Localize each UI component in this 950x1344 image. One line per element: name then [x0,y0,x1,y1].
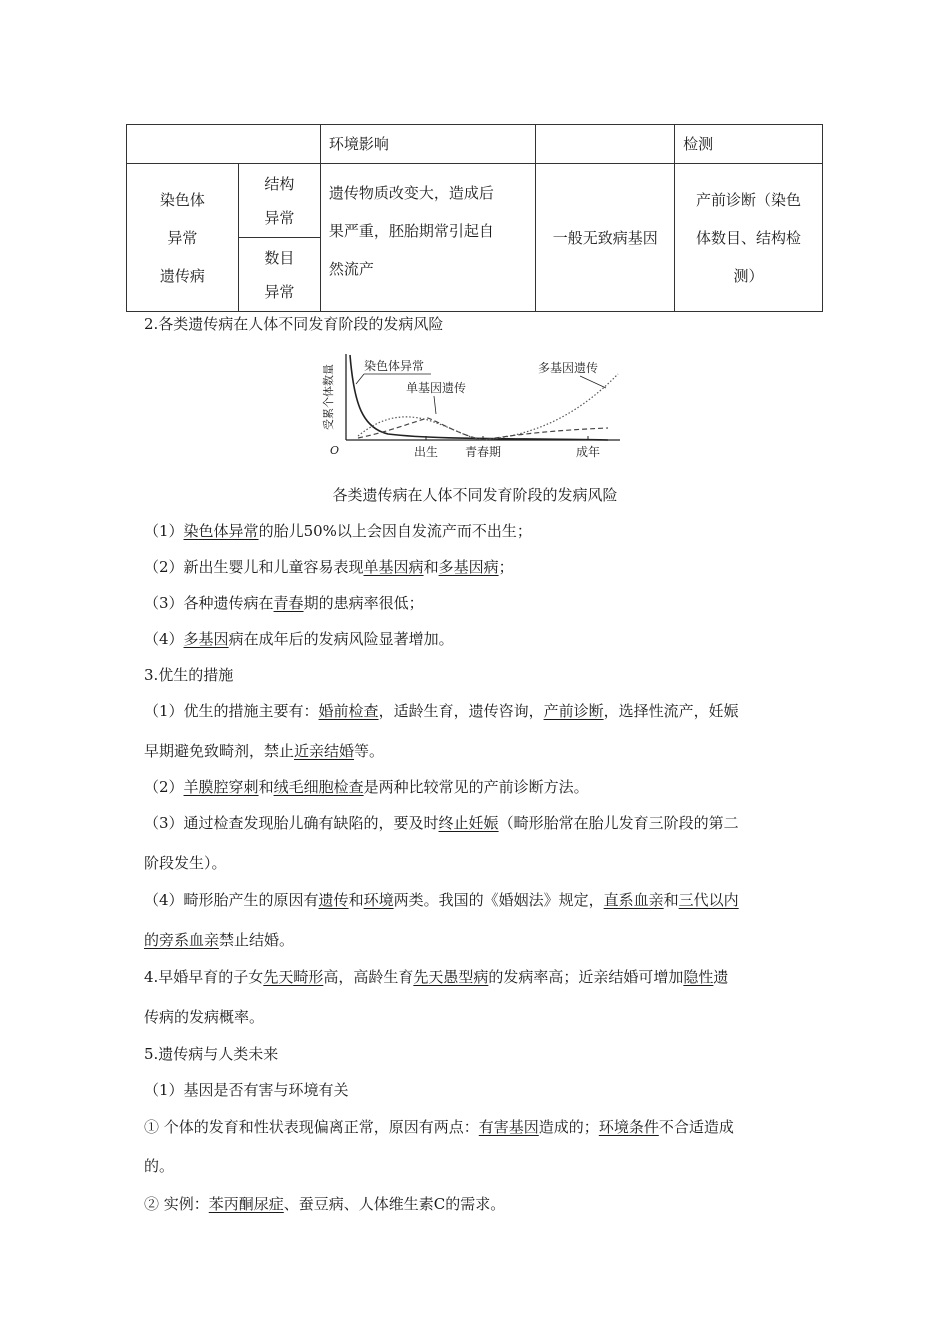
text: 禁止结婚。 [219,931,295,949]
subtype-cell [238,238,320,312]
answer-blank: 多基因病 [438,558,499,576]
detect-line: 产前诊断（染色 [696,190,802,209]
answer-blank: 隐性 [683,968,714,986]
answer-blank: 婚前检查 [318,702,379,720]
paragraph-line [144,1194,505,1214]
paragraph-line [144,930,294,950]
text: 等。 [354,742,385,760]
answer-blank: 羊膜腔穿刺 [183,778,259,796]
answer-blank: 绒毛细胞检查 [273,778,364,796]
text: 两类。我国的《婚姻法》规定， [393,891,604,909]
answer-blank: 染色体异常 [183,522,259,540]
answer-blank: 有害基因 [478,1118,539,1136]
list-item [144,593,424,613]
text: 4.早婚早育的子女 [144,968,264,986]
subsection-title: （1）基因是否有害与环境有关 [144,1081,349,1099]
answer-blank: 先天愚型病 [413,968,489,986]
category-cell [127,164,239,312]
text: ； [498,558,514,576]
paragraph-line [144,701,739,721]
table-header-row [127,125,823,164]
table-header-cell [536,125,675,164]
list-item [144,521,532,541]
answer-blank: 多基因 [183,630,229,648]
label-leader [580,376,606,388]
table-header-cell: 检测 [675,125,823,164]
category-line: 遗传病 [159,266,205,285]
paragraph-line [144,1117,734,1137]
subtype-line: 异常 [264,282,295,301]
text: 造成的； [538,1118,599,1136]
answer-blank: 直系血亲 [603,891,664,909]
disease-risk-figure [318,350,633,462]
paragraph-line [144,741,384,761]
section-2-title: 2.各类遗传病在人体不同发育阶段的发病风险 [144,315,444,333]
answer-blank: 近亲结婚 [294,742,355,760]
list-item [144,557,514,577]
text: 高，高龄生育 [323,968,414,986]
paragraph-line: 阶段发生）。 [144,854,227,872]
single-gene-label: 单基因遗传 [406,381,467,395]
section-4-line: 传病的发病概率。 [144,1008,265,1026]
answer-blank: 先天畸形 [263,968,324,986]
paragraph-line: 的。 [144,1157,175,1175]
detect-line: 测） [733,266,764,285]
gene-cell: 一般无致病基因 [536,164,675,312]
text: （1）优生的措施主要有： [144,702,319,720]
effect-cell [320,164,536,312]
genetic-disease-table [126,124,823,312]
figure-caption: 各类遗传病在人体不同发育阶段的发病风险 [332,486,618,504]
section-3-title: 3.优生的措施 [144,666,234,684]
text: 遗 [713,968,729,986]
text: 期的患病率很低； [303,594,424,612]
effect-line: 然流产 [328,260,374,278]
answer-blank: 的旁系血亲 [144,931,220,949]
answer-blank: 遗传 [318,891,349,909]
list-item [144,629,454,649]
chromosome-label: 染色体异常 [364,359,425,373]
origin-label: O [330,444,340,457]
y-axis-label: 受累个体数量 [322,364,335,430]
detect-cell [675,164,823,312]
text: 的胎儿50%以上会因自发流产而不出生； [258,522,532,540]
text: 是两种比较常见的产前诊断方法。 [363,778,589,796]
table-header-cell [127,125,321,164]
subtype-line: 数目 [264,248,295,267]
text: ，适龄生育，遗传咨询， [378,702,544,720]
label-leader [434,396,436,414]
text: 和 [348,891,364,909]
category-line: 染色体 [159,190,205,209]
effect-line: 果严重，胚胎期常引起自 [328,222,494,240]
subtype-line: 异常 [264,208,295,227]
label-leader [356,374,364,384]
x-tick-label: 成年 [575,445,601,459]
detect-line: 体数目、结构检 [696,228,802,247]
text: （3）各种遗传病在 [144,594,274,612]
answer-blank: 产前诊断 [543,702,604,720]
text: （3）通过检查发现胎儿确有缺陷的，要及时 [144,814,439,832]
subtype-cell [238,164,320,238]
text: （2） [144,778,184,796]
section-5-title: 5.遗传病与人类未来 [144,1045,279,1063]
effect-line: 遗传物质改变大，造成后 [328,184,494,202]
text: 和 [663,891,679,909]
text: ，选择性流产，妊娠 [603,702,739,720]
subtype-line: 结构 [264,174,295,193]
answer-blank: 苯丙酮尿症 [208,1195,284,1213]
table-row [127,164,823,238]
section-4-line [144,967,728,987]
text: 和 [258,778,274,796]
answer-blank: 三代以内 [678,891,739,909]
text: 病在成年后的发病风险显著增加。 [228,630,454,648]
text: 和 [423,558,439,576]
answer-blank: 终止妊娠 [438,814,499,832]
text: （4）畸形胎产生的原因有 [144,891,319,909]
paragraph-line [144,777,589,797]
answer-blank: 环境条件 [598,1118,659,1136]
category-line: 异常 [167,228,198,247]
text: 早期避免致畸剂，禁止 [144,742,295,760]
text: ② 实例： [144,1195,209,1213]
multigene-label: 多基因遗传 [538,361,599,375]
paragraph-line [144,890,739,910]
x-tick-label: 出生 [413,445,439,459]
text: ① 个体的发育和性状表现偏离正常，原因有两点： [144,1118,479,1136]
answer-blank: 环境 [363,891,394,909]
table-header-cell: 环境影响 [320,125,536,164]
answer-blank: 单基因病 [363,558,424,576]
text: （4） [144,630,184,648]
paragraph-line [144,813,739,833]
multigene-curve [358,374,618,440]
text: （畸形胎常在胎儿发育三阶段的第二 [498,814,739,832]
text: 的发病率高；近亲结婚可增加 [488,968,684,986]
text: （2）新出生婴儿和儿童容易表现 [144,558,364,576]
text: 、蚕豆病、人体维生素C的需求。 [283,1195,506,1213]
text: 不合适造成 [658,1118,734,1136]
text: （1） [144,522,184,540]
answer-blank: 青春 [273,594,304,612]
x-tick-label: 青春期 [464,445,502,459]
